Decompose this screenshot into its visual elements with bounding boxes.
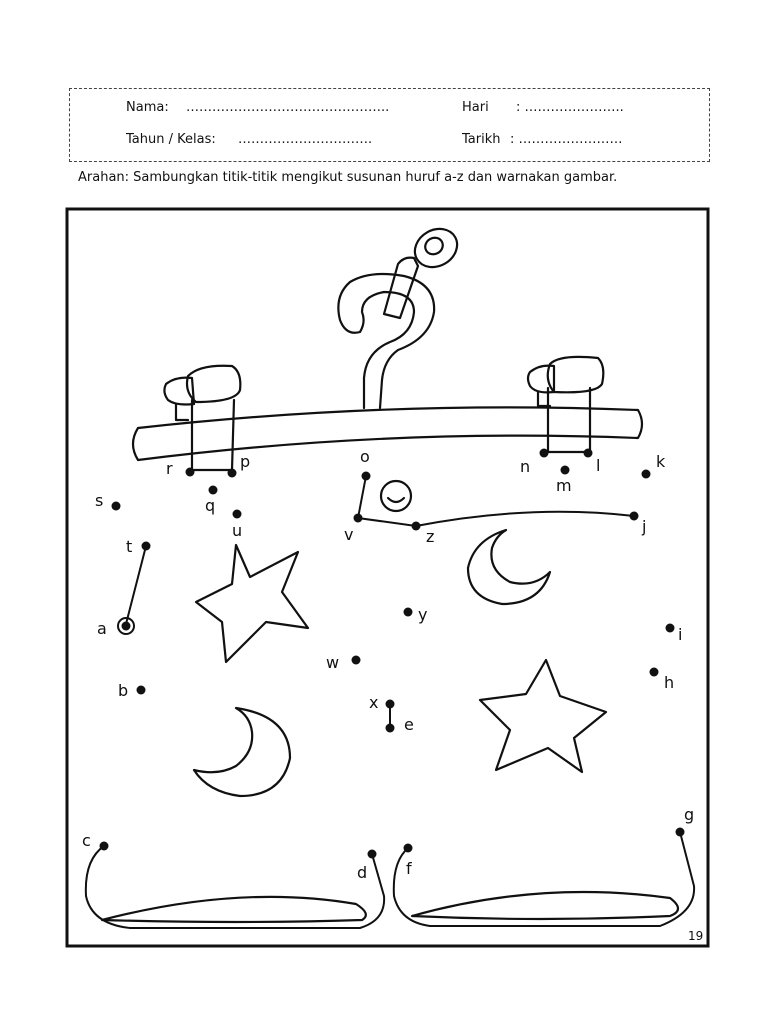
dot-p[interactable] <box>228 469 237 478</box>
label-a: a <box>97 619 107 638</box>
label-r: r <box>166 459 173 478</box>
instruction-text: Arahan: Sambungkan titik-titik mengikut susunan huruf a-z dan warnakan gambar. <box>78 170 618 185</box>
dot-y[interactable] <box>404 608 413 617</box>
label-s: s <box>95 491 104 510</box>
label-u: u <box>232 521 243 540</box>
day-label: Hari <box>462 100 489 115</box>
label-p: p <box>240 452 251 471</box>
label-z: z <box>426 527 435 546</box>
dot-e[interactable] <box>386 724 395 733</box>
moon-bottom <box>194 708 290 796</box>
dot-v[interactable] <box>354 514 363 523</box>
dot-t[interactable] <box>142 542 151 551</box>
name-field[interactable]: ……………………………………….. <box>186 100 390 115</box>
day-field[interactable]: : ………………….. <box>516 100 624 115</box>
label-m: m <box>556 476 572 495</box>
dot-s[interactable] <box>112 502 121 511</box>
dot-j[interactable] <box>630 512 639 521</box>
star-left <box>196 545 308 662</box>
dot-x[interactable] <box>386 700 395 709</box>
guide-line-f-g <box>394 832 694 926</box>
dot-i[interactable] <box>666 624 675 633</box>
guide-line-c-d <box>86 846 384 928</box>
pocket-left <box>102 897 366 922</box>
moon-top <box>468 530 550 604</box>
label-q: q <box>205 496 216 515</box>
label-k: k <box>656 452 666 471</box>
label-b: b <box>118 681 129 700</box>
class-label: Tahun / Kelas: <box>126 132 216 147</box>
right-clip <box>548 388 590 452</box>
smiley-face <box>381 481 411 511</box>
dot-c[interactable] <box>100 842 109 851</box>
date-field[interactable]: : …………………… <box>510 132 623 147</box>
dot-d[interactable] <box>368 850 377 859</box>
guide-line-a-t <box>126 546 146 624</box>
pocket-right <box>412 892 678 919</box>
dot-q[interactable] <box>209 486 218 495</box>
star-right <box>480 660 606 772</box>
dot-z[interactable] <box>412 522 421 531</box>
label-j: j <box>642 517 647 536</box>
date-label: Tarikh <box>462 132 501 147</box>
label-d: d <box>357 863 368 882</box>
name-label: Nama: <box>126 100 169 115</box>
label-i: i <box>678 625 683 644</box>
label-g: g <box>684 805 695 824</box>
dot-g[interactable] <box>676 828 685 837</box>
dot-m[interactable] <box>561 466 570 475</box>
label-f: f <box>406 859 412 878</box>
class-field[interactable]: …………………………. <box>238 132 373 147</box>
label-e: e <box>404 715 414 734</box>
dot-k[interactable] <box>642 470 651 479</box>
hanger-hook <box>338 274 434 408</box>
dot-l[interactable] <box>584 449 593 458</box>
dot-o[interactable] <box>362 472 371 481</box>
label-c: c <box>82 831 91 850</box>
dot-b[interactable] <box>137 686 146 695</box>
label-v: v <box>344 525 354 544</box>
left-clip <box>192 400 234 470</box>
label-o: o <box>360 447 370 466</box>
dot-u[interactable] <box>233 510 242 519</box>
label-l: l <box>596 456 601 475</box>
label-y: y <box>418 605 428 624</box>
label-n: n <box>520 457 531 476</box>
dot-r[interactable] <box>186 468 195 477</box>
hanger-screw-head <box>408 221 464 274</box>
dot-f[interactable] <box>404 844 413 853</box>
dot-h[interactable] <box>650 668 659 677</box>
label-x: x <box>369 693 379 712</box>
dot-a[interactable] <box>122 622 131 631</box>
label-t: t <box>126 537 133 556</box>
dot-n[interactable] <box>540 449 549 458</box>
page-number: 19 <box>688 929 704 943</box>
picture-frame <box>67 209 708 946</box>
label-h: h <box>664 673 675 692</box>
dot-w[interactable] <box>352 656 361 665</box>
label-w: w <box>326 653 340 672</box>
